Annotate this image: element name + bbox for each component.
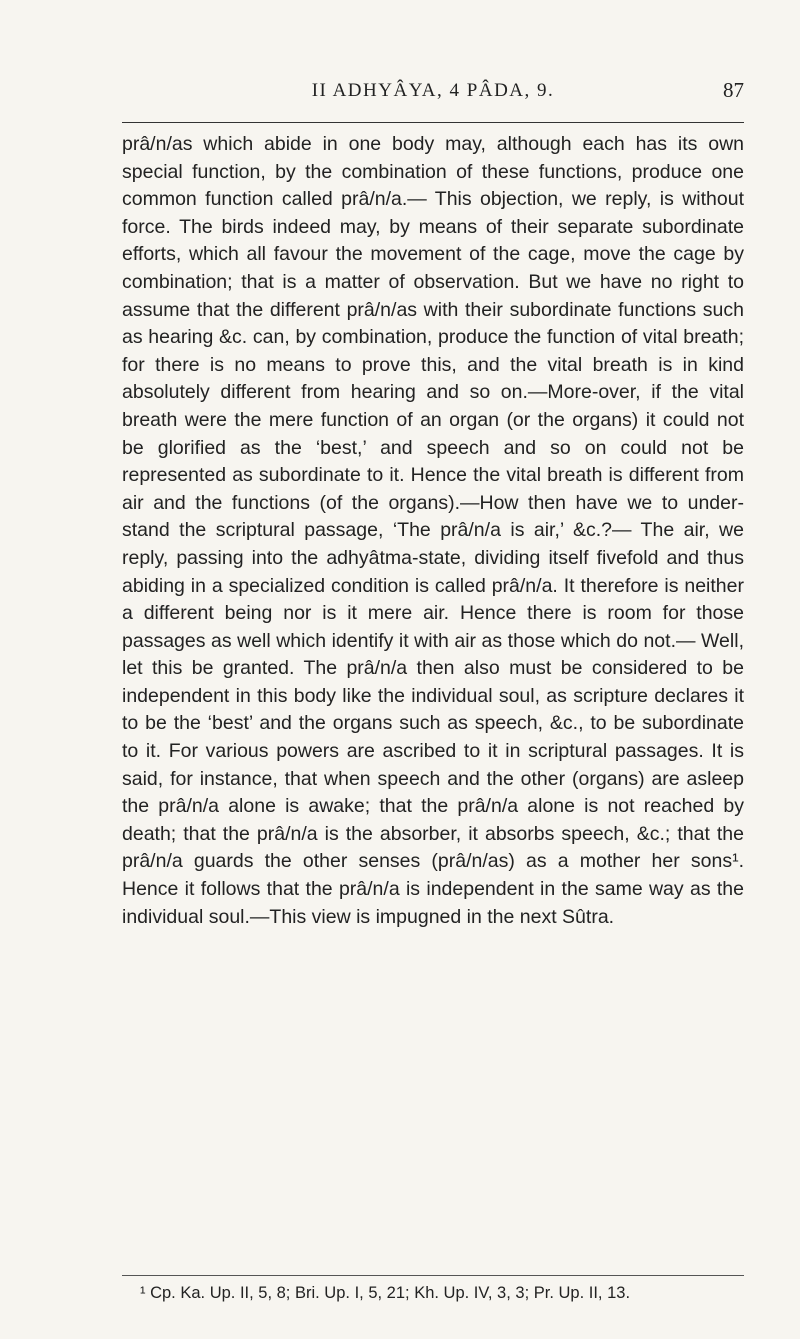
header-rule	[122, 122, 744, 123]
body-text	[122, 131, 744, 931]
footnote: ¹ Cp. Ka. Up. II, 5, 8; Bri. Up. I, 5, 21; Kh. Up. IV, 3, 3; Pr. Up. II, 13.	[140, 1284, 631, 1302]
footnote-rule	[122, 1275, 744, 1276]
body-paragraph: prâ/n/as which abide in one body may, although each has its own special function, by the combination of these functions, produce one common function called prâ/n/a.— This objection, we reply, is without force. The birds indeed may, by means of their separate subordinate efforts, which all favour the movement of the cage, move the cage by combination; that is a matter of observation. But we have no right to assume that the different prâ/n/as with their subordinate functions such as hearing &c. can, by combination, produce the function of vital breath; for there is no means to prove this, and the vital breath is in kind absolutely different from hearing and so on.—More-over, if the vital breath were the mere function of an organ (or the organs) it could not be glorified as the ‘best,’ and speech and so on could not be represented as subordinate to it. Hence the vital breath is different from air and the functions (of the organs).—How then have we to under-stand the scriptural passage, ‘The prâ/n/a is air,’ &c.?— The air, we reply, passing into the adhyâtma-state, dividing itself fivefold and thus abiding in a specialized condition is called prâ/n/a. It therefore is neither a different being nor is it mere air. Hence there is room for those passages as well which identify it with air as those which do not.— Well, let this be granted. The prâ/n/a then also must be considered to be independent in this body like the individual soul, as scripture declares it to be the ‘best’ and the organs such as speech, &c., to be subordinate to it. For various powers are ascribed to it in scriptural passages. It is said, for instance, that when speech and the other (organs) are asleep the prâ/n/a alone is awake; that the prâ/n/a alone is not reached by death; that the prâ/n/a is the absorber, it absorbs speech, &c.; that the prâ/n/a guards the other senses (prâ/n/as) as a mother her sons¹. Hence it follows that the prâ/n/a is independent in the same way as the individual soul.—This view is impugned in the next Sûtra.	[122, 133, 744, 928]
running-title: II ADHYÂYA, 4 PÂDA, 9.	[311, 80, 555, 101]
page-number: 87	[723, 78, 744, 102]
running-header	[122, 76, 744, 110]
